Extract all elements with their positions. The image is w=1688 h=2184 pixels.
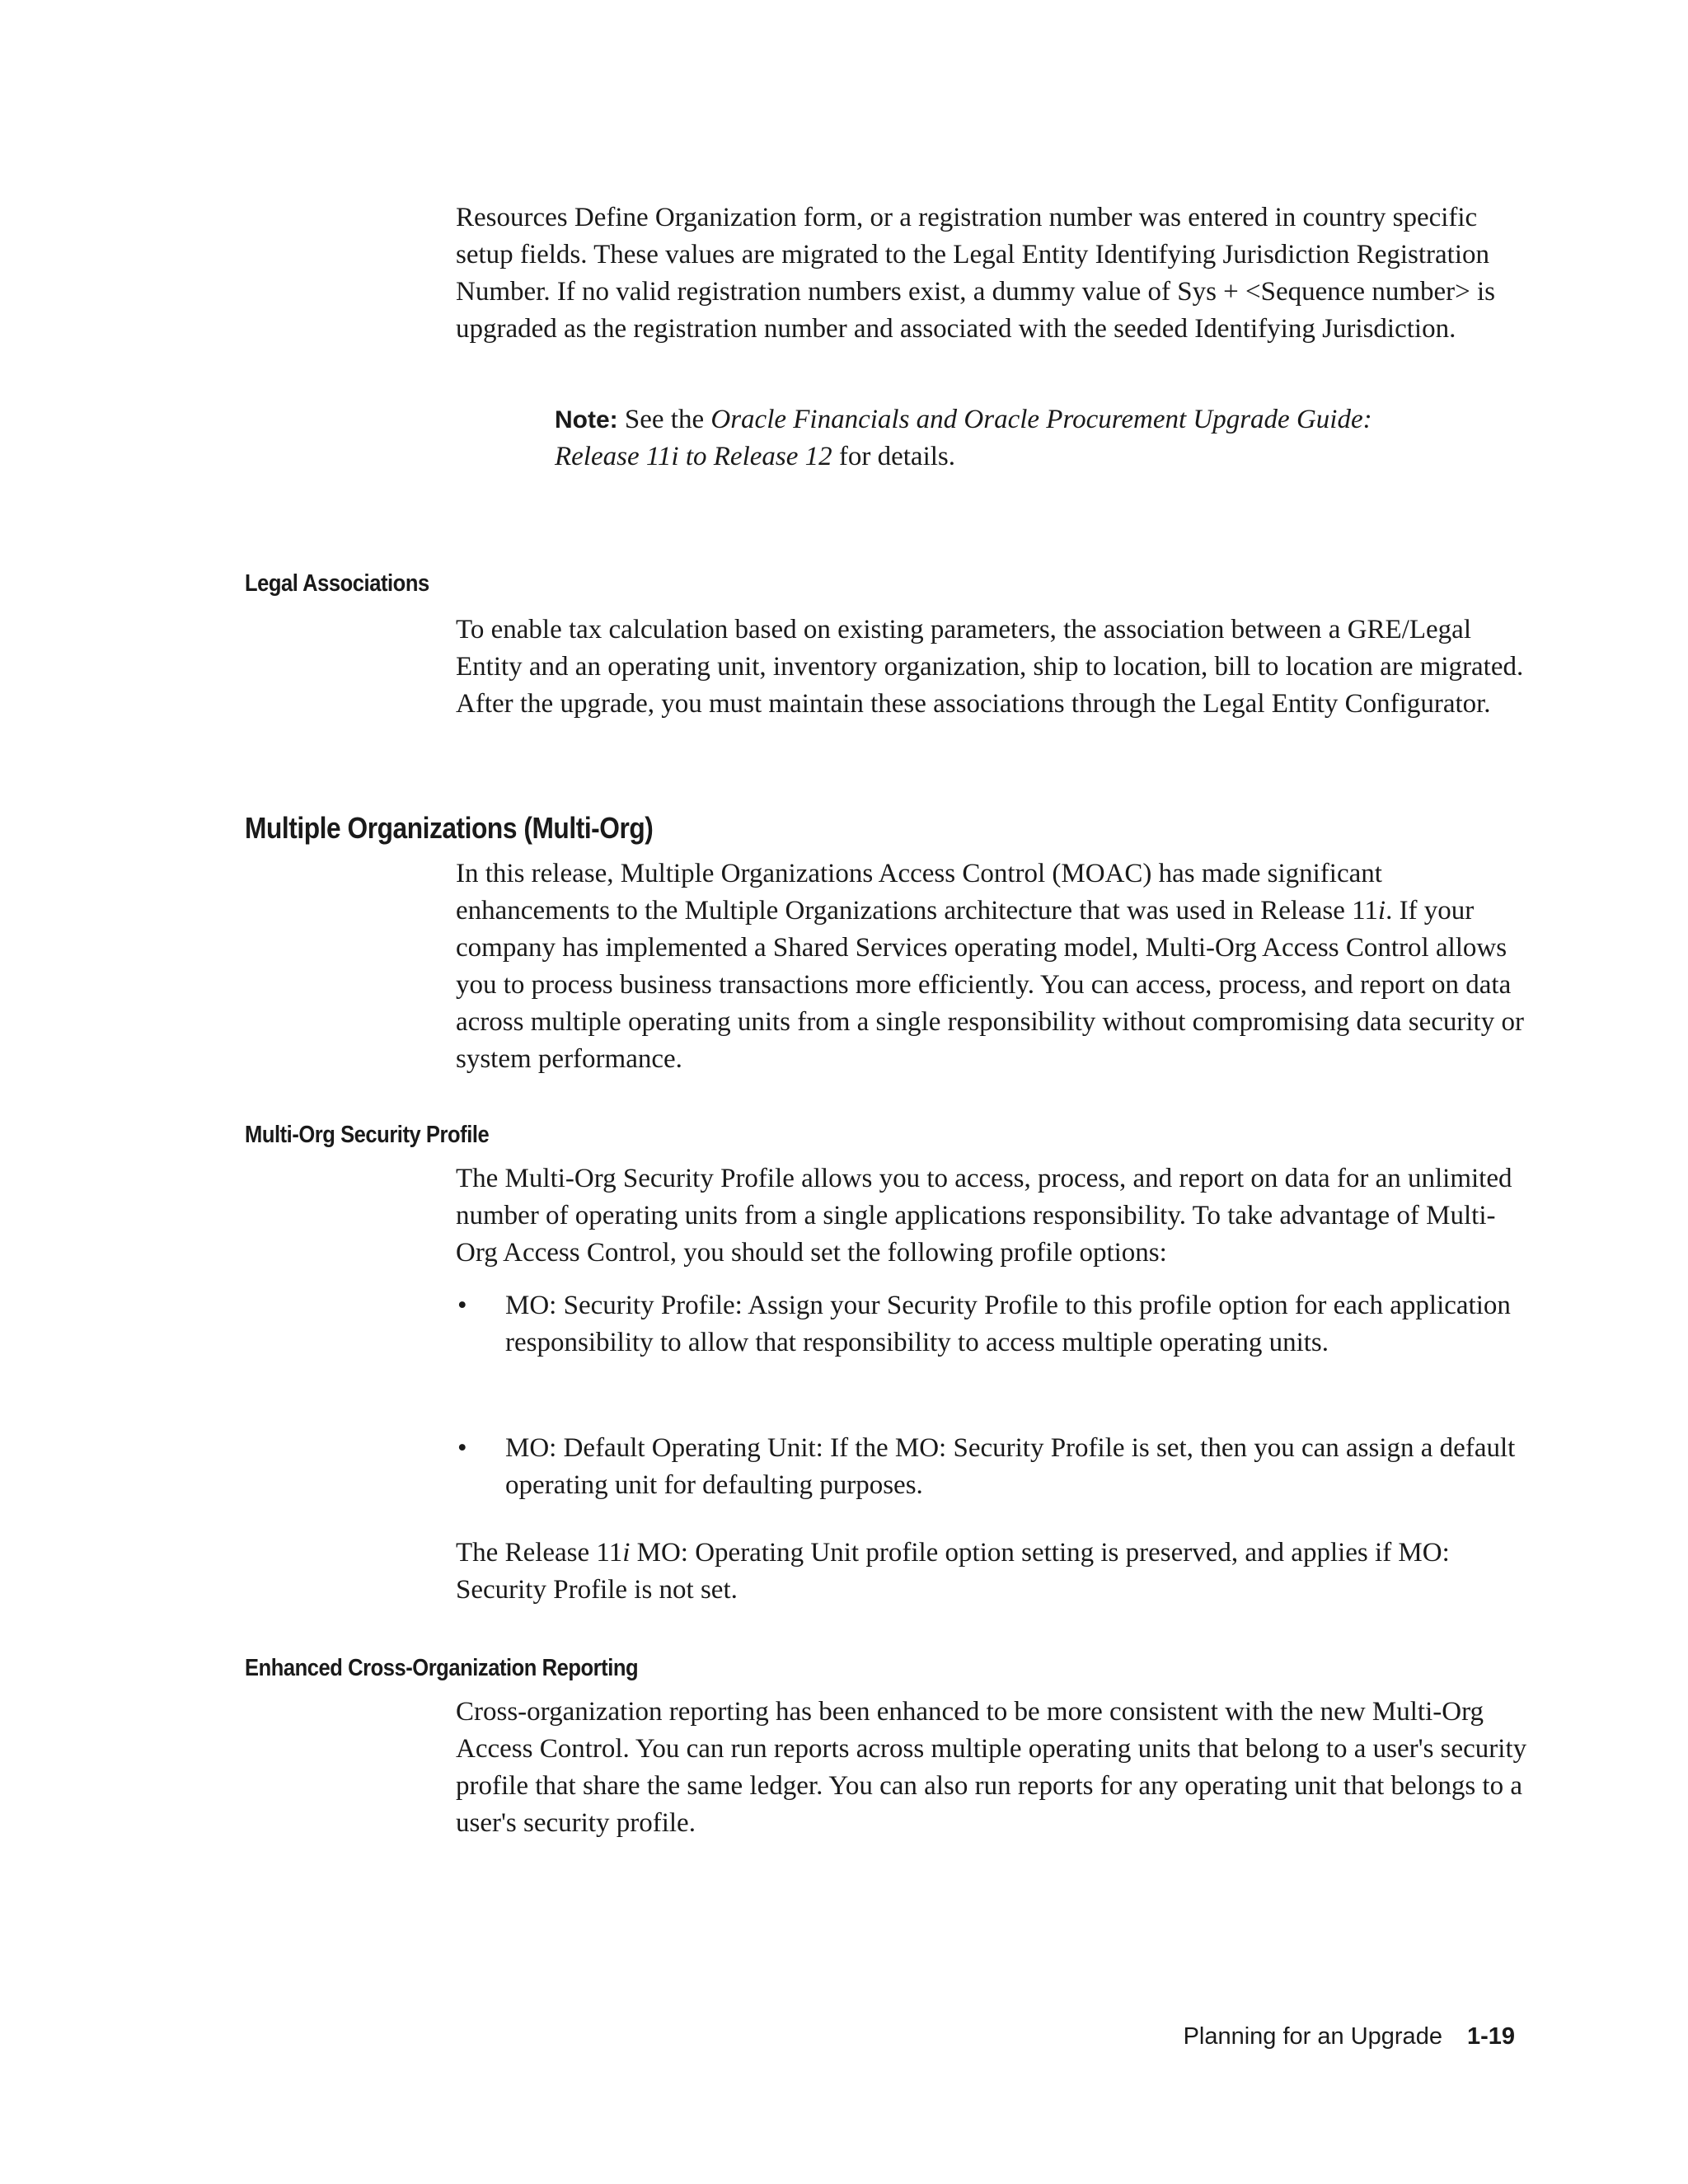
security-profile-closing-section	[456, 1535, 1527, 1609]
cross-org-section	[456, 1694, 1527, 1842]
note-guide-title: Oracle Financials and Oracle Procurement Upgrade Guide: Release 11i to Release 12	[555, 405, 1372, 471]
list-item: • MO: Default Operating Unit: If the MO: Security Profile is set, then you can assign a default operating unit for defaulting purposes.	[456, 1430, 1527, 1504]
security-profile-closing-paragraph: The Release 11i MO: Operating Unit profile option setting is preserved, and applies if MO: Security Profile is not set.	[456, 1538, 1450, 1605]
legal-associations-section	[456, 612, 1527, 723]
legal-associations-heading: Legal Associations	[245, 570, 429, 597]
note-pre-text: See the	[617, 405, 711, 434]
intro-paragraph: Resources Define Organization form, or a registration number was entered in country specific setup fields. These values are migrated to the Legal Entity Identifying Jurisdiction Registration Number. If no valid registration numbers exist, a dummy value of Sys + <Sequence number> is upgraded as the registration number and associated with the seeded Identifying Jurisdiction.	[456, 203, 1496, 344]
security-profile-paragraph: The Multi-Org Security Profile allows you to access, process, and report on data for an unlimited number of operating units from a single applications responsibility. To take advantage of Multi-Org Access Control, you should set the following profile options:	[456, 1164, 1512, 1268]
bullet-icon: •	[457, 1291, 467, 1320]
multi-org-section	[456, 855, 1527, 1078]
cross-org-paragraph: Cross-organization reporting has been enhanced to be more consistent with the new Multi-Org Access Control. You can run reports across multiple operating units that belong to a user's security profile that share the same ledger. You can also run reports for any operating unit that belongs to a user's security profile.	[456, 1697, 1527, 1838]
note-label: Note:	[555, 406, 618, 434]
profile-options-list	[456, 1287, 1527, 1361]
multi-org-paragraph: In this release, Multiple Organizations Access Control (MOAC) has made significant enhancements to the Multiple Organizations architecture that was used in Release 11i. If your company has implemented a Shared Services operating model, Multi-Org Access Control allows you to process business transactions more efficiently. You can access, process, and report on data across multiple operating units from a single responsibility without compromising data security or system performance.	[456, 859, 1524, 1074]
multi-org-heading: Multiple Organizations (Multi-Org)	[245, 811, 654, 845]
note-block	[555, 401, 1461, 476]
list-item: • MO: Security Profile: Assign your Security Profile to this profile option for each application responsibility to allow that responsibility to access multiple operating units.	[456, 1287, 1527, 1361]
footer-chapter-title: Planning for an Upgrade	[1183, 2023, 1442, 2050]
security-profile-heading: Multi-Org Security Profile	[245, 1122, 490, 1148]
page-footer	[1184, 2023, 1515, 2050]
note-post-text: for details.	[832, 442, 955, 471]
security-profile-section	[456, 1160, 1527, 1272]
cross-org-heading: Enhanced Cross-Organization Reporting	[245, 1655, 639, 1681]
legal-associations-paragraph: To enable tax calculation based on existing parameters, the association between a GRE/Legal Entity and an operating unit, inventory organization, ship to location, bill to location are migrated. After the upgrade, you must maintain these associations through the Legal Entity Configurator.	[456, 615, 1524, 719]
footer-page-number: 1-19	[1466, 2023, 1515, 2050]
intro-section	[456, 199, 1527, 348]
profile-options-list-2	[456, 1430, 1527, 1504]
bullet-icon: •	[457, 1433, 467, 1463]
